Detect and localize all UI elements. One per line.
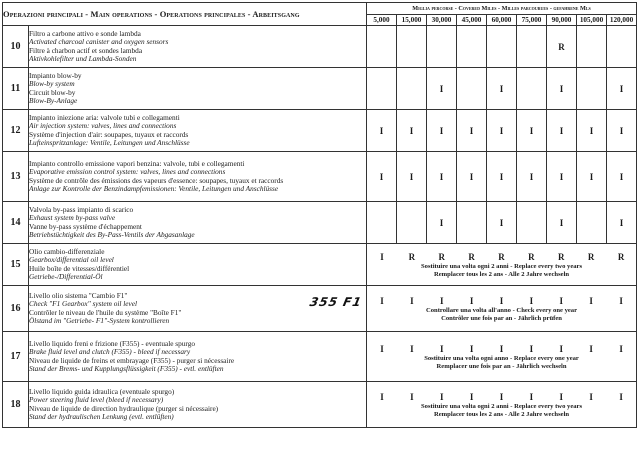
mileage-column-header: 120,000	[607, 15, 637, 26]
table-row	[3, 110, 637, 152]
f355-f1-logo: 355 F1	[308, 295, 364, 309]
description-line: Exhaust system by-pass valve	[29, 213, 116, 223]
service-mark: I	[410, 392, 414, 402]
service-mark: I	[487, 68, 517, 110]
service-mark: I	[547, 202, 577, 244]
operation-number: 12	[3, 110, 29, 152]
description-line: Valvola by-pass impianto di scarico	[29, 205, 134, 215]
table-row	[3, 286, 637, 332]
mileage-column-header: 30,000	[427, 15, 457, 26]
service-mark: R	[558, 252, 565, 262]
table-row	[3, 382, 637, 428]
interval-note-cell	[367, 382, 637, 428]
service-mark: I	[619, 392, 623, 402]
table-row	[3, 152, 637, 202]
table-body	[3, 26, 637, 428]
description-line: Système d'injection d'air: soupapes, tuyaux et raccords	[29, 129, 189, 139]
service-mark: I	[469, 344, 474, 354]
interval-marks	[367, 250, 636, 263]
description-line: Blow-by system	[29, 79, 75, 89]
service-mark: I	[439, 344, 444, 354]
description-line: Gearbox/differential oil level	[29, 255, 114, 265]
service-mark	[517, 26, 547, 68]
description-line: Power steering fluid level (bleed if necessary)	[29, 395, 164, 405]
description-line: Olio cambio-differenziale	[29, 247, 105, 257]
interval-note-cell	[367, 286, 637, 332]
service-mark: I	[427, 152, 457, 202]
description-line: Niveau de liquide de freins et embrayage (F355) - purger si nécessaire	[29, 355, 235, 365]
mileage-column-header: 90,000	[547, 15, 577, 26]
service-mark: I	[589, 392, 593, 402]
description-line: Anlage zur Kontrolle der Benzindampfemissionen: Ventile, Leitungen und Anschlüsse	[29, 183, 279, 193]
operation-number: 11	[3, 68, 29, 110]
mileage-column-header: 15,000	[397, 15, 427, 26]
service-mark: I	[499, 392, 504, 402]
service-mark	[577, 68, 607, 110]
service-mark	[577, 26, 607, 68]
interval-note-line: Contrôler une fois par an - Jährlich prüfen	[441, 315, 562, 322]
operation-number: 13	[3, 152, 29, 202]
description-line: Circuit blow-by	[29, 87, 76, 97]
description-line: Aktivkohlefilter und Lambda-Sonden	[29, 53, 137, 63]
operation-description	[29, 26, 367, 68]
operation-number: 10	[3, 26, 29, 68]
operation-description	[29, 152, 367, 202]
service-mark	[397, 26, 427, 68]
service-mark: I	[529, 344, 534, 354]
operations-header: Operazioni principali - Main operations - Operations principales - Arbeitsgang	[3, 3, 367, 26]
service-mark: I	[577, 152, 607, 202]
service-mark: I	[367, 110, 397, 152]
description-line: Filtro a carbone attivo e sonde lambda	[29, 29, 141, 39]
header-row-top	[3, 3, 637, 15]
service-mark	[487, 26, 517, 68]
service-mark: I	[589, 344, 593, 354]
operation-description	[29, 382, 367, 428]
operation-description	[29, 332, 367, 382]
service-mark: I	[487, 110, 517, 152]
description-line: Activated charcoal canister and oxygen sensors	[29, 37, 169, 47]
interval-note-line: Remplacer tous les 2 ans - Alle 2 Jahre wechseln	[433, 411, 570, 418]
service-mark	[457, 26, 487, 68]
service-mark: I	[457, 152, 487, 202]
description-line: Ölstand im "Getriebe- F1"-System kontrollieren	[29, 315, 170, 325]
service-mark	[607, 26, 637, 68]
description-line: Stand der Brems- und Kupplungsflüssigkeit (F355) - evtl. entlüften	[29, 363, 224, 373]
service-mark: I	[517, 152, 547, 202]
service-mark: I	[607, 110, 637, 152]
mileage-column-header: 105,000	[577, 15, 607, 26]
maintenance-table	[2, 2, 637, 428]
service-mark: I	[529, 296, 534, 306]
service-mark	[577, 202, 607, 244]
service-mark: I	[577, 110, 607, 152]
mileage-column-header: 75,000	[517, 15, 547, 26]
interval-marks	[367, 342, 636, 355]
service-mark: I	[619, 344, 623, 354]
service-mark: I	[619, 296, 623, 306]
interval-note-cell	[367, 244, 637, 286]
description-line: Check "F1 Gearbox" system oil level	[29, 299, 138, 309]
table-row	[3, 68, 637, 110]
operation-description	[29, 244, 367, 286]
interval-note-line: Sostituire una volta ogni anno - Replace every one year	[424, 355, 579, 362]
description-line: Brake fluid level and clutch (F355) - bleed if necessary	[29, 347, 191, 357]
service-mark	[397, 68, 427, 110]
service-mark: I	[547, 152, 577, 202]
description-line: Filtre à charbon actif et sondes lambda	[29, 45, 143, 55]
service-mark: I	[547, 110, 577, 152]
service-mark: I	[380, 344, 384, 354]
operation-description	[29, 110, 367, 152]
table-row	[3, 332, 637, 382]
description-line: Huile boîte de vitesses/différentiel	[29, 263, 130, 273]
service-mark: I	[559, 344, 564, 354]
description-line: Vanne by-pass système d'échappement	[29, 221, 142, 231]
description-line: Niveau de liquide de direction hydraulique (purger si nécessaire)	[29, 403, 219, 413]
table-row	[3, 202, 637, 244]
service-mark: R	[547, 26, 577, 68]
service-mark: I	[397, 152, 427, 202]
service-mark: I	[410, 344, 414, 354]
description-line: Getriebe-/Differential-Öl	[29, 271, 103, 281]
mileage-column-header: 45,000	[457, 15, 487, 26]
service-mark: I	[367, 152, 397, 202]
description-line: Système de contrôle des émissions des vapeurs d'essence: soupapes, tuyaux et raccords	[29, 175, 284, 185]
service-mark: I	[469, 392, 474, 402]
operation-number: 15	[3, 244, 29, 286]
service-mark: I	[380, 296, 384, 306]
service-mark	[517, 68, 547, 110]
description-line: Evaporative emission control system: valves, lines and connections	[29, 167, 226, 177]
service-mark	[367, 202, 397, 244]
operation-description	[29, 286, 367, 332]
operation-number: 18	[3, 382, 29, 428]
interval-note-line: Sostituire una volta ogni 2 anni - Replace every two years	[420, 263, 583, 270]
description-line: Impianto blow-by	[29, 71, 82, 81]
service-mark: I	[499, 296, 504, 306]
service-mark: R	[408, 252, 416, 262]
service-mark: I	[559, 392, 564, 402]
service-mark: I	[427, 68, 457, 110]
service-mark: R	[587, 252, 595, 262]
service-mark: I	[547, 68, 577, 110]
service-mark	[367, 68, 397, 110]
operation-description	[29, 202, 367, 244]
operation-description	[29, 68, 367, 110]
mileage-column-header: 5,000	[367, 15, 397, 26]
service-mark: I	[499, 344, 504, 354]
service-mark: I	[559, 296, 564, 306]
service-mark: I	[439, 392, 444, 402]
service-mark: I	[607, 68, 637, 110]
description-line: Blow-By-Anlage	[29, 95, 78, 105]
description-line: Livello liquido guida idraulica (eventuale spurgo)	[29, 387, 175, 397]
operation-number: 17	[3, 332, 29, 382]
service-mark: I	[427, 110, 457, 152]
description-line: Livello olio sistema "Cambio F1"	[29, 291, 128, 301]
service-mark: I	[439, 296, 444, 306]
service-mark: I	[487, 152, 517, 202]
interval-note-line: Remplacer une fois par an - Jährlich wechseln	[436, 363, 567, 370]
table-row	[3, 244, 637, 286]
service-mark	[457, 202, 487, 244]
description-line: Livello liquido freni e frizione (F355) - eventuale spurgo	[29, 339, 196, 349]
interval-note-line: Controllare una volta all'anno - Check every one year	[426, 307, 578, 314]
service-mark: I	[589, 296, 593, 306]
mileage-column-header: 60,000	[487, 15, 517, 26]
description-line: Air injection system: valves, lines and connections	[29, 121, 177, 131]
description-line: Impianto iniezione aria: valvole tubi e collegamenti	[29, 113, 180, 123]
service-mark: I	[380, 252, 384, 262]
service-mark: I	[410, 296, 414, 306]
service-mark: I	[457, 110, 487, 152]
description-line: Stand der hydraulischen Lenkung (evtl. entlüften)	[29, 411, 174, 421]
service-mark: I	[517, 110, 547, 152]
interval-note-line: Remplacer tous les 2 ans - Alle 2 Jahre wechseln	[433, 271, 570, 278]
interval-marks	[367, 390, 636, 403]
description-line: Impianto controllo emissione vapori benzina: valvole, tubi e collegamenti	[29, 159, 245, 169]
service-mark: R	[498, 252, 505, 262]
service-mark	[427, 26, 457, 68]
service-mark: I	[427, 202, 457, 244]
service-mark: I	[397, 110, 427, 152]
interval-note-line: Sostituire una volta ogni 2 anni - Replace every two years	[420, 403, 583, 410]
service-mark: R	[617, 252, 625, 262]
description-line: Contrôler le niveau de l'huile du système "Boîte F1"	[29, 307, 182, 317]
service-mark: R	[468, 252, 475, 262]
service-mark	[457, 68, 487, 110]
operation-number: 14	[3, 202, 29, 244]
interval-note-cell	[367, 332, 637, 382]
service-mark	[517, 202, 547, 244]
miles-caption: Miglia percorse - Covered Miles - Milles parcourues - gefahrene Mls	[367, 3, 637, 15]
service-mark	[367, 26, 397, 68]
service-mark: R	[438, 252, 445, 262]
interval-marks	[367, 294, 636, 307]
description-line: Lufteinspritzanlage: Ventile, Leitungen und Anschlüsse	[29, 137, 190, 147]
description-line: Betriebstüchtigkeit des By-Pass-Ventils der Abgasanlage	[29, 229, 195, 239]
service-mark: I	[469, 296, 474, 306]
service-mark: I	[487, 202, 517, 244]
table-row	[3, 26, 637, 68]
service-mark	[397, 202, 427, 244]
service-mark: I	[529, 392, 534, 402]
service-mark: I	[607, 202, 637, 244]
operation-number: 16	[3, 286, 29, 332]
service-mark: I	[380, 392, 384, 402]
service-mark: R	[528, 252, 535, 262]
service-mark: I	[607, 152, 637, 202]
